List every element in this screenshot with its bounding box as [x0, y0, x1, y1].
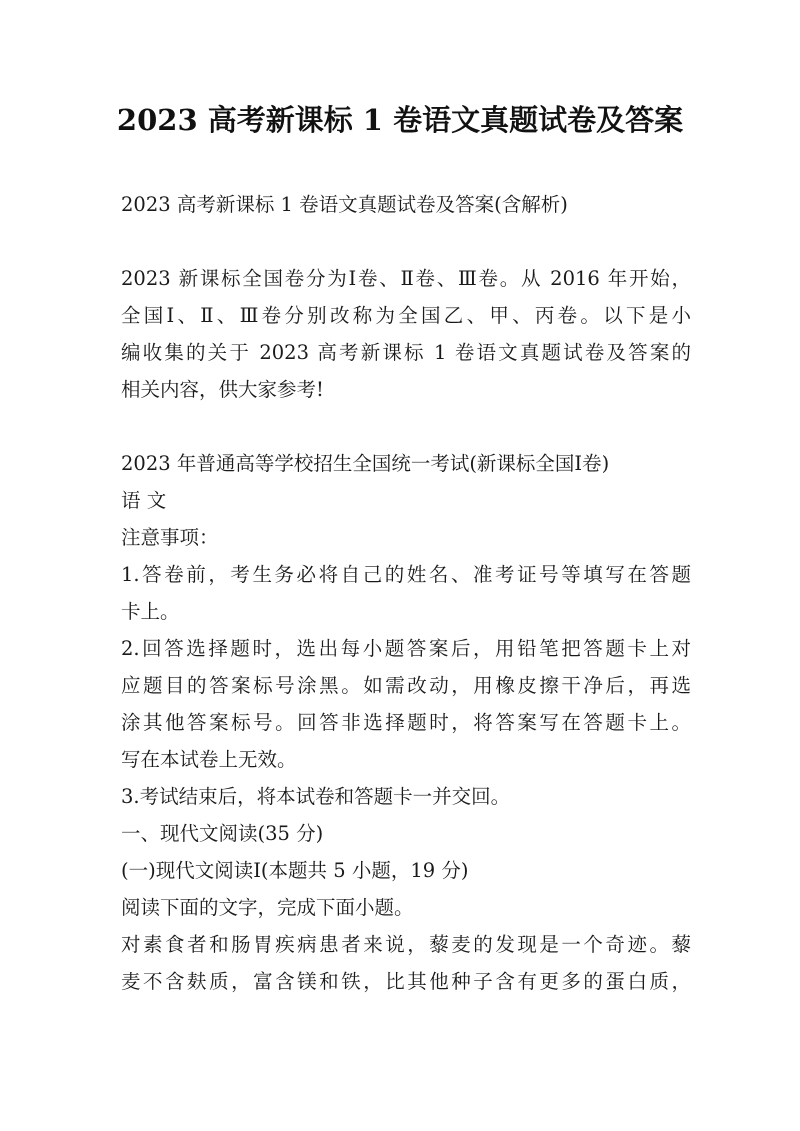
- document-body: [121, 186, 691, 1000]
- subject-heading: 语 文: [121, 489, 167, 512]
- subtitle: 2023 高考新课标 1 卷语文真题试卷及答案(含解析): [121, 193, 568, 216]
- passage-line: 对素食者和肠胃疾病患者来说，藜麦的发现是一个奇迹。藜: [121, 933, 691, 956]
- intro-line: 相关内容，供大家参考!: [121, 378, 324, 401]
- exam-header: 2023 年普通高等学校招生全国统一考试(新课标全国Ⅰ卷): [121, 452, 610, 475]
- note-2-line: 涂其他答案标号。回答非选择题时，将答案写在答题卡上。: [121, 711, 691, 734]
- section-heading: 一、现代文阅读(35 分): [121, 822, 324, 845]
- intro-line: 2023 新课标全国卷分为Ⅰ卷、Ⅱ卷、Ⅲ卷。从 2016 年开始，: [121, 267, 691, 290]
- note-2-line: 写在本试卷上无效。: [121, 748, 297, 771]
- notes-title: 注意事项：: [121, 526, 219, 549]
- document-title: 2023 高考新课标 1 卷语文真题试卷及答案: [116, 103, 684, 137]
- instruction-text: 阅读下面的文字，完成下面小题。: [121, 896, 414, 919]
- note-1-line: 1.答卷前，考生务必将自己的姓名、准考证号等填写在答题: [121, 563, 691, 586]
- note-2-line: 应题目的答案标号涂黑。如需改动，用橡皮擦干净后，再选: [121, 674, 691, 697]
- note-2-line: 2.回答选择题时，选出每小题答案后，用铅笔把答题卡上对: [121, 637, 691, 660]
- passage-line: 麦不含麸质，富含镁和铁，比其他种子含有更多的蛋白质，: [121, 970, 691, 993]
- note-1-line: 卡上。: [121, 600, 180, 623]
- intro-line: 全国Ⅰ、Ⅱ、Ⅲ卷分别改称为全国乙、甲、丙卷。以下是小: [121, 304, 691, 327]
- intro-line: 编收集的关于 2023 高考新课标 1 卷语文真题试卷及答案的: [121, 341, 691, 364]
- subsection-heading: (一)现代文阅读Ⅰ(本题共 5 小题，19 分): [121, 859, 469, 882]
- note-3: 3.考试结束后，将本试卷和答题卡一并交回。: [121, 785, 511, 808]
